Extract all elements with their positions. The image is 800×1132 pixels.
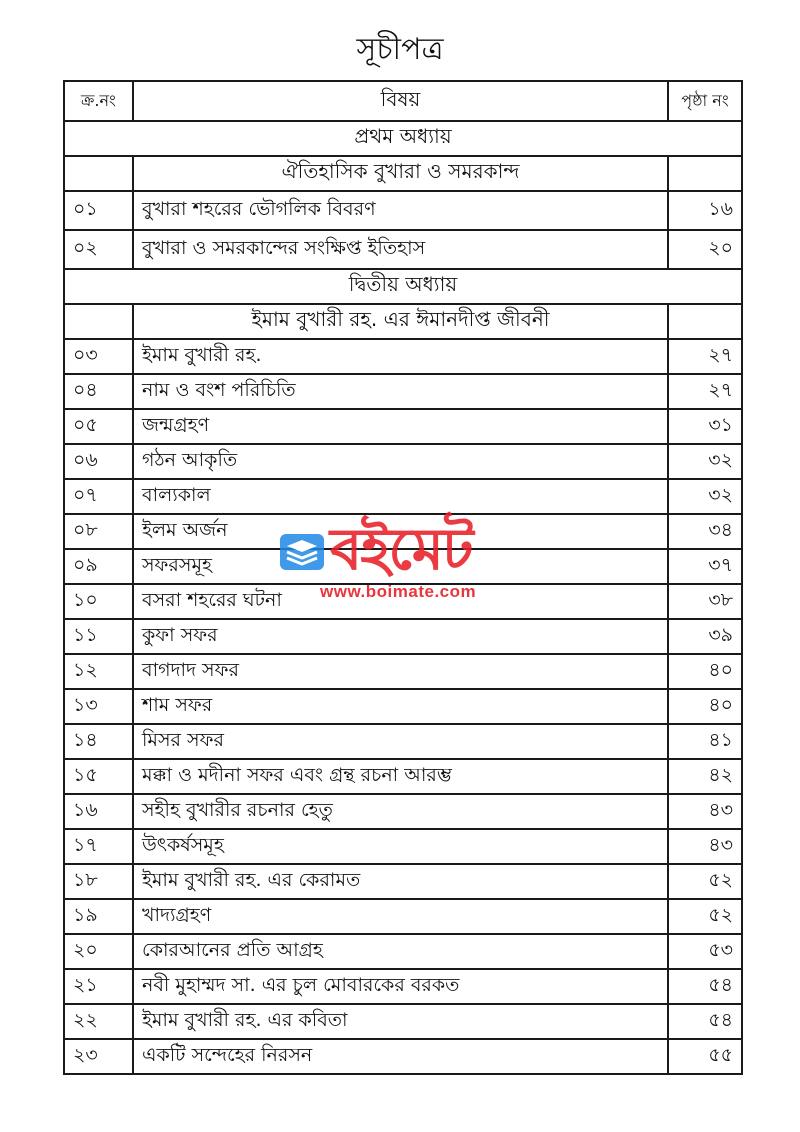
entry-subject: ইলম অর্জন xyxy=(133,514,668,549)
entry-page: ৪৩ xyxy=(668,794,742,829)
table-row xyxy=(64,479,742,514)
entry-page: ৫৪ xyxy=(668,1004,742,1039)
page-title: সূচীপত্র xyxy=(356,32,444,67)
chapter-title: দ্বিতীয় অধ্যায় xyxy=(64,269,742,304)
table-row xyxy=(64,339,742,374)
entry-number: ০৮ xyxy=(64,514,133,549)
table-row xyxy=(64,549,742,584)
table-row xyxy=(64,724,742,759)
entry-number: ১৬ xyxy=(64,794,133,829)
entry-number: ১৩ xyxy=(64,689,133,724)
entry-page: ৪০ xyxy=(668,689,742,724)
entry-number: ২১ xyxy=(64,969,133,1004)
entry-subject: সহীহ বুখারীর রচনার হেতু xyxy=(133,794,668,829)
entry-number: ১২ xyxy=(64,654,133,689)
table-row xyxy=(64,654,742,689)
chapter-subtitle-row xyxy=(64,304,742,339)
entry-page: ৩৯ xyxy=(668,619,742,654)
table-row xyxy=(64,1039,742,1074)
chapter-row xyxy=(64,121,742,156)
entry-page: ৫৩ xyxy=(668,934,742,969)
entry-page: ৪৩ xyxy=(668,829,742,864)
entry-page: ২৭ xyxy=(668,339,742,374)
entry-page: ৪০ xyxy=(668,654,742,689)
entry-subject: নবী মুহাম্মদ সা. এর চুল মোবারকের বরকত xyxy=(133,969,668,1004)
entry-subject: মিসর সফর xyxy=(133,724,668,759)
table-row xyxy=(64,759,742,794)
chapter-subtitle-row xyxy=(64,156,742,191)
entry-subject: বুখারা ও সমরকান্দের সংক্ষিপ্ত ইতিহাস xyxy=(133,230,668,269)
table-row xyxy=(64,689,742,724)
entry-page: ৩৮ xyxy=(668,584,742,619)
entry-subject: বসরা শহরের ঘটনা xyxy=(133,584,668,619)
entry-number: ০৭ xyxy=(64,479,133,514)
chapter-title: প্রথম অধ্যায় xyxy=(64,121,742,156)
table-row xyxy=(64,584,742,619)
table-row xyxy=(64,864,742,899)
entry-subject: ইমাম বুখারী রহ. xyxy=(133,339,668,374)
entry-page: ১৬ xyxy=(668,191,742,230)
chapter-subtitle: ঐতিহাসিক বুখারা ও সমরকান্দ xyxy=(133,156,668,191)
entry-page: ২০ xyxy=(668,230,742,269)
empty-cell xyxy=(64,304,133,339)
table-row xyxy=(64,794,742,829)
entry-page: ৪১ xyxy=(668,724,742,759)
entry-page: ৪২ xyxy=(668,759,742,794)
entry-page: ৩২ xyxy=(668,444,742,479)
table-row xyxy=(64,969,742,1004)
entry-number: ০৩ xyxy=(64,339,133,374)
entry-number: ১৮ xyxy=(64,864,133,899)
page-header: পৃষ্ঠা নং xyxy=(668,81,742,121)
entry-page: ৫৪ xyxy=(668,969,742,1004)
entry-subject: ইমাম বুখারী রহ. এর কেরামত xyxy=(133,864,668,899)
entry-subject: ইমাম বুখারী রহ. এর কবিতা xyxy=(133,1004,668,1039)
watermark-url: www.boimate.com xyxy=(320,582,477,601)
table-row xyxy=(64,829,742,864)
entry-number: ১১ xyxy=(64,619,133,654)
entry-subject: উৎকর্ষসমূহ xyxy=(133,829,668,864)
table-row xyxy=(64,191,742,230)
entry-subject: বুখারা শহরের ভৌগলিক বিবরণ xyxy=(133,191,668,230)
entry-subject: বাল্যকাল xyxy=(133,479,668,514)
entry-subject: খাদ্যগ্রহণ xyxy=(133,899,668,934)
table-row xyxy=(64,409,742,444)
chapter-row xyxy=(64,269,742,304)
entry-page: ৫৫ xyxy=(668,1039,742,1074)
entry-subject: একটি সন্দেহের নিরসন xyxy=(133,1039,668,1074)
entry-subject: নাম ও বংশ পরিচিতি xyxy=(133,374,668,409)
entry-subject: কোরআনের প্রতি আগ্রহ xyxy=(133,934,668,969)
entry-page: ৩২ xyxy=(668,479,742,514)
entry-number: ০৯ xyxy=(64,549,133,584)
serial-header: ক্র.নং xyxy=(64,81,133,121)
contents-body xyxy=(64,121,742,1074)
entry-subject: সফরসমূহ xyxy=(133,549,668,584)
entry-number: ১৯ xyxy=(64,899,133,934)
entry-number: ০১ xyxy=(64,191,133,230)
entry-number: ১৫ xyxy=(64,759,133,794)
empty-cell xyxy=(64,156,133,191)
entry-number: ০২ xyxy=(64,230,133,269)
entry-number: ১০ xyxy=(64,584,133,619)
table-header-row xyxy=(64,81,742,121)
entry-number: ০৫ xyxy=(64,409,133,444)
entry-number: ১৪ xyxy=(64,724,133,759)
entry-number: ১৭ xyxy=(64,829,133,864)
table-row xyxy=(64,619,742,654)
entry-page: ৫২ xyxy=(668,864,742,899)
table-row xyxy=(64,899,742,934)
table-row xyxy=(64,444,742,479)
subject-header: বিষয় xyxy=(133,81,668,121)
entry-subject: কুফা সফর xyxy=(133,619,668,654)
table-row xyxy=(64,1004,742,1039)
table-row xyxy=(64,230,742,269)
entry-page: ২৭ xyxy=(668,374,742,409)
entry-number: ২৩ xyxy=(64,1039,133,1074)
entry-subject: বাগদাদ সফর xyxy=(133,654,668,689)
entry-page: ৩৪ xyxy=(668,514,742,549)
empty-cell xyxy=(668,304,742,339)
entry-number: ২০ xyxy=(64,934,133,969)
table-row xyxy=(64,934,742,969)
contents-table xyxy=(63,80,743,1075)
entry-page: ৩৭ xyxy=(668,549,742,584)
entry-page: ৩১ xyxy=(668,409,742,444)
entry-number: ০৪ xyxy=(64,374,133,409)
entry-subject: মক্কা ও মদীনা সফর এবং গ্রন্থ রচনা আরম্ভ xyxy=(133,759,668,794)
watermark-logo-text: বইমেট xyxy=(330,515,472,583)
table-row xyxy=(64,514,742,549)
entry-subject: জন্মগ্রহণ xyxy=(133,409,668,444)
entry-page: ৫২ xyxy=(668,899,742,934)
chapter-subtitle: ইমাম বুখারী রহ. এর ঈমানদীপ্ত জীবনী xyxy=(133,304,668,339)
table-row xyxy=(64,374,742,409)
entry-subject: গঠন আকৃতি xyxy=(133,444,668,479)
empty-cell xyxy=(668,156,742,191)
entry-number: ২২ xyxy=(64,1004,133,1039)
entry-subject: শাম সফর xyxy=(133,689,668,724)
entry-number: ০৬ xyxy=(64,444,133,479)
